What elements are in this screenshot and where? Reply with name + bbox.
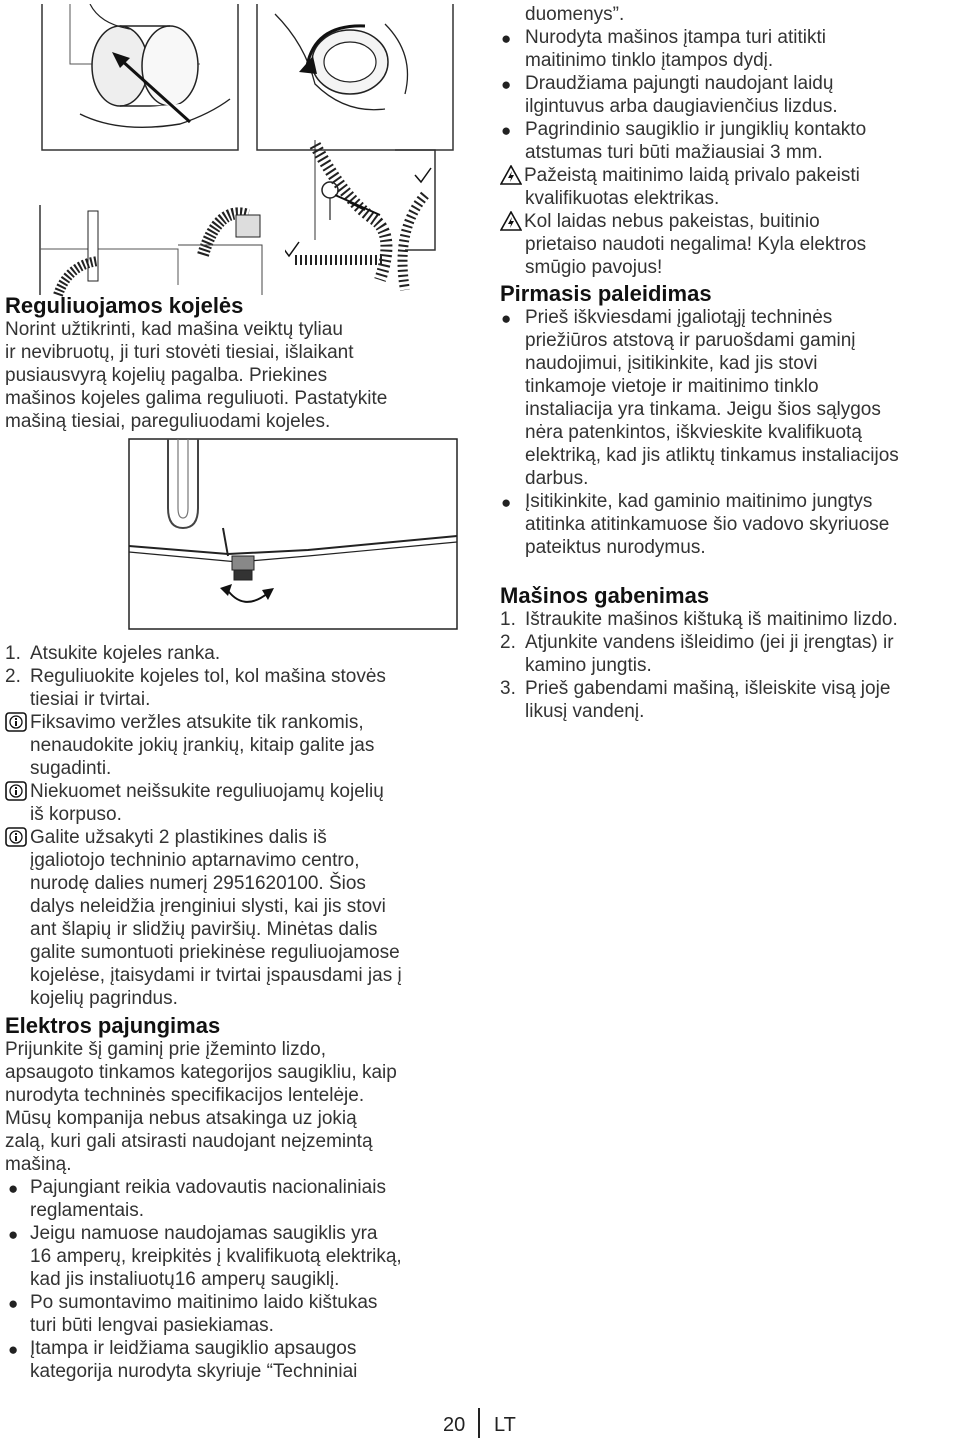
- bullet-text: instaliacija yra tinkama. Jeigu šios sąlygos: [525, 399, 881, 420]
- bullet-dot: ●: [8, 1294, 19, 1313]
- step-number: 2.: [5, 666, 21, 687]
- hose-connection-illustration: [38, 205, 264, 297]
- bullet-text: darbus.: [525, 468, 589, 489]
- note-text: nenaudokite jokių įrankių, kitaip galite jas: [30, 735, 375, 756]
- transport-section-title: Mašinos gabenimas: [500, 583, 710, 608]
- step-number: 2.: [500, 632, 516, 653]
- bullet-text: 16 amperų, kreipkitės į kvalifikuotą elektriką,: [30, 1246, 402, 1267]
- bullet-text: turi būti lengvai pasiekiamas.: [30, 1315, 274, 1336]
- bullet-text: kad jis instaliuotų16 amperų saugiklį.: [30, 1269, 340, 1290]
- note-text: kojelių pagrindus.: [30, 988, 178, 1009]
- bullet-text: atitinka atitinkamuose šio vadovo skyriuose: [525, 514, 890, 535]
- note-text: Galite užsakyti 2 plastikines dalis iš: [30, 827, 327, 848]
- note-text: iš korpuso.: [30, 804, 122, 825]
- step-number: 3.: [500, 678, 516, 699]
- warning-text: prietaiso naudoti negalima! Kyla elektros: [525, 234, 867, 255]
- feet-intro-line: mašinos kojeles galima reguliuoti. Pastatykite: [5, 388, 388, 409]
- note-text: Niekuomet neišsukite reguliuojamų kojelių: [30, 781, 384, 802]
- bullet-text: tinkamoje vietoje ir maitinimo tinklo: [525, 376, 819, 397]
- bullet-dot: ●: [501, 121, 512, 140]
- language-code: LT: [494, 1414, 516, 1436]
- info-icon: [5, 712, 27, 732]
- note-text: Fiksavimo veržles atsukite tik rankomis,: [30, 712, 364, 733]
- bullet-text: Prieš iškviesdami įgaliotąjį techninės: [525, 307, 833, 328]
- bullet-text: reglamentais.: [30, 1200, 145, 1221]
- electric-warning-icon: [500, 165, 522, 185]
- bullet-text: Pagrindinio saugiklio ir jungiklių kontakto: [525, 119, 867, 140]
- bullet-text: nėra patenkintos, iškvieskite kvalifikuotą: [525, 422, 862, 443]
- step-number: 1.: [500, 609, 516, 630]
- note-text: dalys neleidžia įrenginiui slysti, kai jis stovi: [30, 896, 386, 917]
- bullet-dot: ●: [501, 493, 512, 512]
- feet-intro-line: mašiną tiesiai, pareguliuodami kojeles.: [5, 411, 331, 432]
- bullet-text: Pajungiant reikia vadovautis nacionaliniais: [30, 1177, 386, 1198]
- note-text: įgaliotojo techninio aptarnavimo centro,: [30, 850, 360, 871]
- warning-text: Kol laidas nebus pakeistas, buitinio: [524, 211, 820, 232]
- bullet-text: Jeigu namuose naudojamas saugiklis yra: [30, 1223, 378, 1244]
- footer-divider: [478, 1408, 480, 1438]
- info-icon: [5, 781, 27, 801]
- step-text: likusį vandenį.: [525, 701, 645, 722]
- bullet-dot: ●: [501, 75, 512, 94]
- bullet-dot: ●: [8, 1340, 19, 1359]
- note-text: kojelėse, įtaisydami ir tvirtai įspausdami jas į: [30, 965, 402, 986]
- bullet-text: ilgintuvus arba daugiavienčius lizdus.: [525, 96, 838, 117]
- bullet-text: Įsitikinkite, kad gaminio maitinimo jungtys: [525, 491, 873, 512]
- step-text: tiesiai ir tvirtai.: [30, 689, 151, 710]
- warning-text: Pažeistą maitinimo laidą privalo pakeisti: [524, 165, 860, 186]
- note-text: nurodę dalies numerį 2951620100. Šios: [30, 873, 366, 894]
- bullet-text: pateiktus nurodymus.: [525, 537, 706, 558]
- bullet-text: maitinimo tinklo įtampos dydį.: [525, 50, 774, 71]
- bullet-text: elektriką, kad jis atliktų tinkamus instaliacijos: [525, 445, 899, 466]
- foot-adjustment-illustration: [128, 438, 458, 630]
- feet-intro-line: pusiausvyrą kojelių pagalba. Priekines: [5, 365, 328, 386]
- feet-section-title: Reguliuojamos kojelės: [5, 293, 244, 318]
- warning-text: smūgio pavojus!: [525, 257, 663, 278]
- note-text: galite sumontuoti priekinėse reguliuojamose: [30, 942, 400, 963]
- bullet-dot: ●: [501, 29, 512, 48]
- duct-attach-illustration-1: [40, 4, 240, 152]
- bullet-text: atstumas turi būti mažiausiai 3 mm.: [525, 142, 823, 163]
- page-number: 20: [443, 1414, 466, 1436]
- warning-text: kvalifikuotas elektrikas.: [525, 188, 720, 209]
- step-text: kamino jungtis.: [525, 655, 652, 676]
- hose-routing-illustration: [285, 140, 455, 300]
- bullet-dot: ●: [501, 309, 512, 328]
- note-text: ant šlapių ir slidžių paviršių. Minėtas dalis: [30, 919, 378, 940]
- electric-intro-line: apsaugoto tinkamos kategorijos saugikliu, kaip: [5, 1062, 397, 1083]
- note-text: sugadinti.: [30, 758, 112, 779]
- feet-intro-line: Norint užtikrinti, kad mašina veiktų tyliau: [5, 319, 343, 340]
- bullet-text: Po sumontavimo maitinimo laido kištukas: [30, 1292, 378, 1313]
- bullet-text: priežiūros atstovą ir paruošdami gaminį: [525, 330, 856, 351]
- electric-intro-line: nurodyta techninės specifikacijos lentelėje.: [5, 1085, 365, 1106]
- bullet-dot: ●: [8, 1225, 19, 1244]
- electric-warning-icon: [500, 211, 522, 231]
- bullet-text: Nurodyta mašinos įtampa turi atitikti: [525, 27, 826, 48]
- step-text: Reguliuokite kojeles tol, kol mašina stovės: [30, 666, 386, 687]
- continued-text: duomenys”.: [525, 4, 625, 25]
- bullet-dot: ●: [8, 1179, 19, 1198]
- bullet-text: Draudžiama pajungti naudojant laidų: [525, 73, 834, 94]
- bullet-text: Įtampa ir leidžiama saugiklio apsaugos: [30, 1338, 357, 1359]
- electric-intro-line: zalą, kuri gali atsirasti naudojant neįzemintą: [5, 1131, 373, 1152]
- bullet-text: kategorija nurodyta skyriuje “Techniniai: [30, 1361, 358, 1382]
- step-text: Atjunkite vandens išleidimo (jei ji įrengtas) ir: [525, 632, 894, 653]
- info-icon: [5, 827, 27, 847]
- electric-intro-line: mašiną.: [5, 1154, 72, 1175]
- step-number: 1.: [5, 643, 21, 664]
- first-use-section-title: Pirmasis paleidimas: [500, 281, 712, 306]
- electric-intro-line: Prijunkite šį gaminį prie įžeminto lizdo,: [5, 1039, 327, 1060]
- feet-intro-line: ir nevibruotų, ji turi stovėti tiesiai, išlaikant: [5, 342, 354, 363]
- step-text: Prieš gabendami mašiną, išleiskite visą joje: [525, 678, 891, 699]
- electric-section-title: Elektros pajungimas: [5, 1013, 221, 1038]
- step-text: Atsukite kojeles ranka.: [30, 643, 221, 664]
- electric-intro-line: Mūsų kompanija nebus atsakinga uz jokią: [5, 1108, 357, 1129]
- duct-attach-illustration-2: [255, 4, 455, 152]
- step-text: Ištraukite mašinos kištuką iš maitinimo lizdo.: [525, 609, 898, 630]
- bullet-text: naudojimui, įsitikinkite, kad jis stovi: [525, 353, 818, 374]
